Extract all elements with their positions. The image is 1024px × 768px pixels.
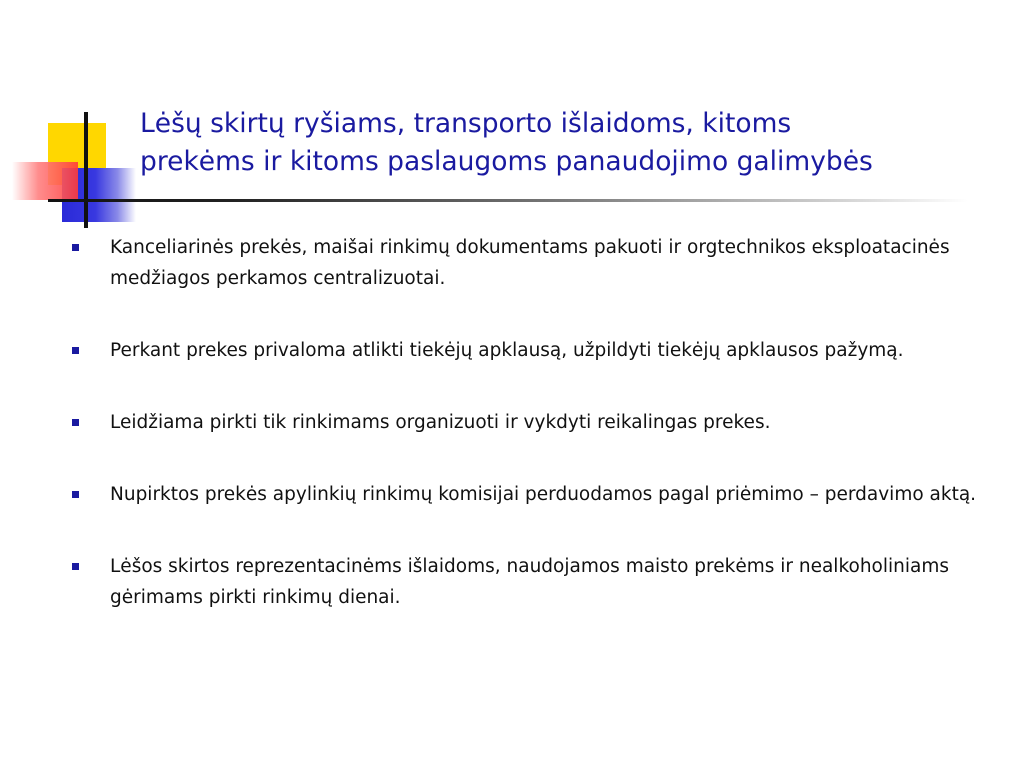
bullet-square-icon [72,563,79,570]
slide-title [140,105,1000,181]
bullet-item-5 [68,551,988,613]
bullet-text: Leidžiama pirkti tik rinkimams organizuoti ir vykdyti reikalingas prekes. [110,412,771,433]
title-underline [48,199,968,202]
logo-vertical-line [84,112,88,228]
bullet-square-icon [72,347,79,354]
bullet-text: Nupirktos prekės apylinkių rinkimų komisijai perduodamos pagal priėmimo – perdavimo aktą. [110,484,977,505]
bullet-item-1 [68,232,988,294]
title-line-2: prekėms ir kitoms paslaugoms panaudojimo galimybės [140,146,873,177]
bullet-text: Kanceliarinės prekės, maišai rinkimų dokumentams pakuoti ir orgtechnikos eksploatacinės medžiagos perkamos centralizuotai. [110,237,950,289]
bullet-square-icon [72,244,79,251]
bullet-square-icon [72,491,79,498]
bullet-item-2 [68,335,988,366]
bullet-text: Perkant prekes privaloma atlikti tiekėjų apklausą, užpildyti tiekėjų apklausos pažymą. [110,340,904,361]
logo-red-bar [12,162,78,200]
bullet-square-icon [72,419,79,426]
bullet-item-4 [68,479,988,510]
bullet-item-3 [68,407,988,438]
bullet-text: Lėšos skirtos reprezentacinėms išlaidoms, naudojamos maisto prekėms ir nealkoholiniams gėrimams pirkti rinkimų dienai. [110,556,950,608]
title-line-1: Lėšų skirtų ryšiams, transporto išlaidoms, kitoms [140,108,792,139]
bullet-list [68,232,988,654]
